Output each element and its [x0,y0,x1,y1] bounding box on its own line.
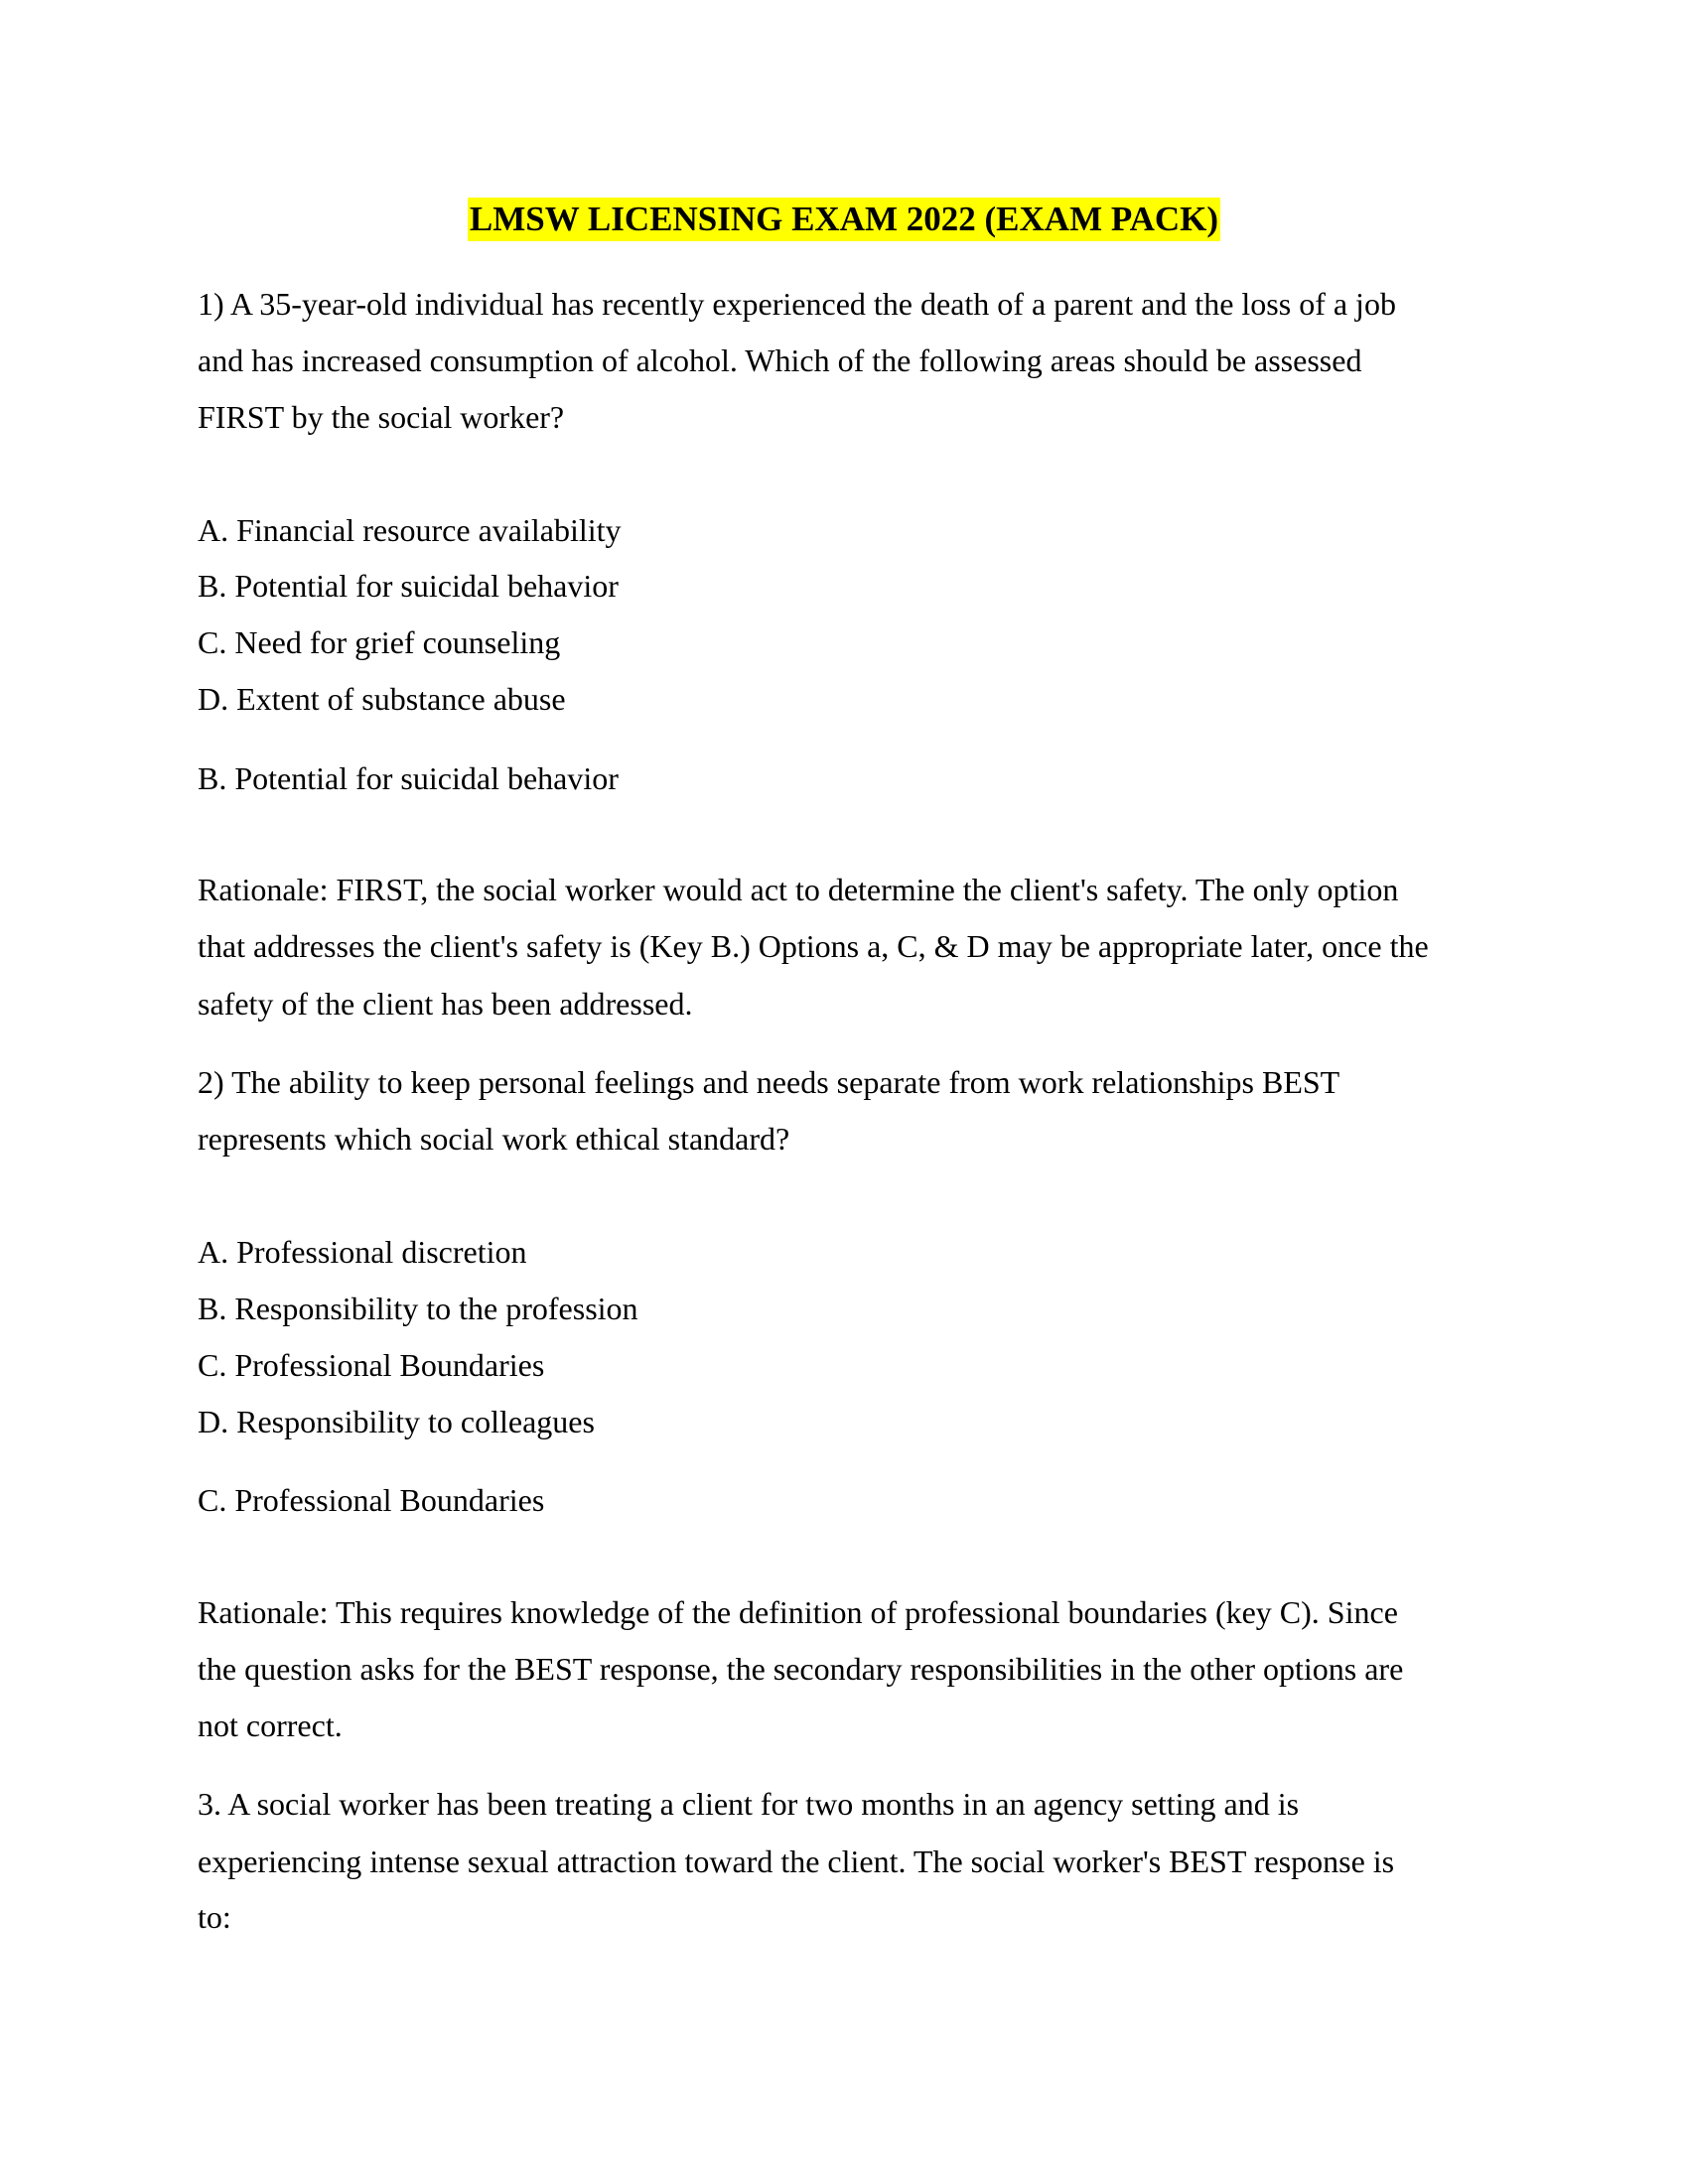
question-1-rationale: safety of the client has been addressed. [198,986,693,1022]
question-2-option-d: D. Responsibility to colleagues [198,1404,595,1439]
question-2-text: 2) The ability to keep personal feelings and needs separate from work relationships BEST [198,1064,1340,1100]
document-title [0,198,1688,241]
question-1-option-d: D. Extent of substance abuse [198,681,566,717]
question-1-option-c: C. Need for grief counseling [198,624,561,660]
question-2-rationale: not correct. [198,1707,343,1743]
question-3-text: experiencing intense sexual attraction toward the client. The social worker's BEST response is [198,1843,1395,1879]
question-2-answer: C. Professional Boundaries [198,1482,545,1518]
question-2-rationale: Rationale: This requires knowledge of the definition of professional boundaries (key C). Since [198,1594,1398,1630]
question-3-text: 3. A social worker has been treating a client for two months in an agency setting and is [198,1786,1300,1822]
question-3-text: to: [198,1899,231,1935]
question-1-text: and has increased consumption of alcohol. Which of the following areas should be assessed [198,342,1362,378]
question-1-rationale: Rationale: FIRST, the social worker would act to determine the client's safety. The only option [198,872,1399,907]
question-2-option-c: C. Professional Boundaries [198,1347,545,1383]
title-highlight: LMSW LICENSING EXAM 2022 (EXAM PACK) [468,198,1220,241]
question-1-text: FIRST by the social worker? [198,399,565,435]
question-2-text: represents which social work ethical standard? [198,1121,790,1157]
question-1-text: 1) A 35-year-old individual has recently experienced the death of a parent and the loss of a job [198,286,1396,322]
question-1-option-b: B. Potential for suicidal behavior [198,568,619,604]
question-2-rationale: the question asks for the BEST response, the secondary responsibilities in the other options are [198,1651,1404,1687]
question-1-rationale: that addresses the client's safety is (Key B.) Options a, C, & D may be appropriate later, once the [198,928,1429,964]
question-2-option-a: A. Professional discretion [198,1234,527,1270]
question-1-answer: B. Potential for suicidal behavior [198,760,619,796]
question-2-option-b: B. Responsibility to the profession [198,1291,638,1326]
question-1-option-a: A. Financial resource availability [198,512,622,548]
